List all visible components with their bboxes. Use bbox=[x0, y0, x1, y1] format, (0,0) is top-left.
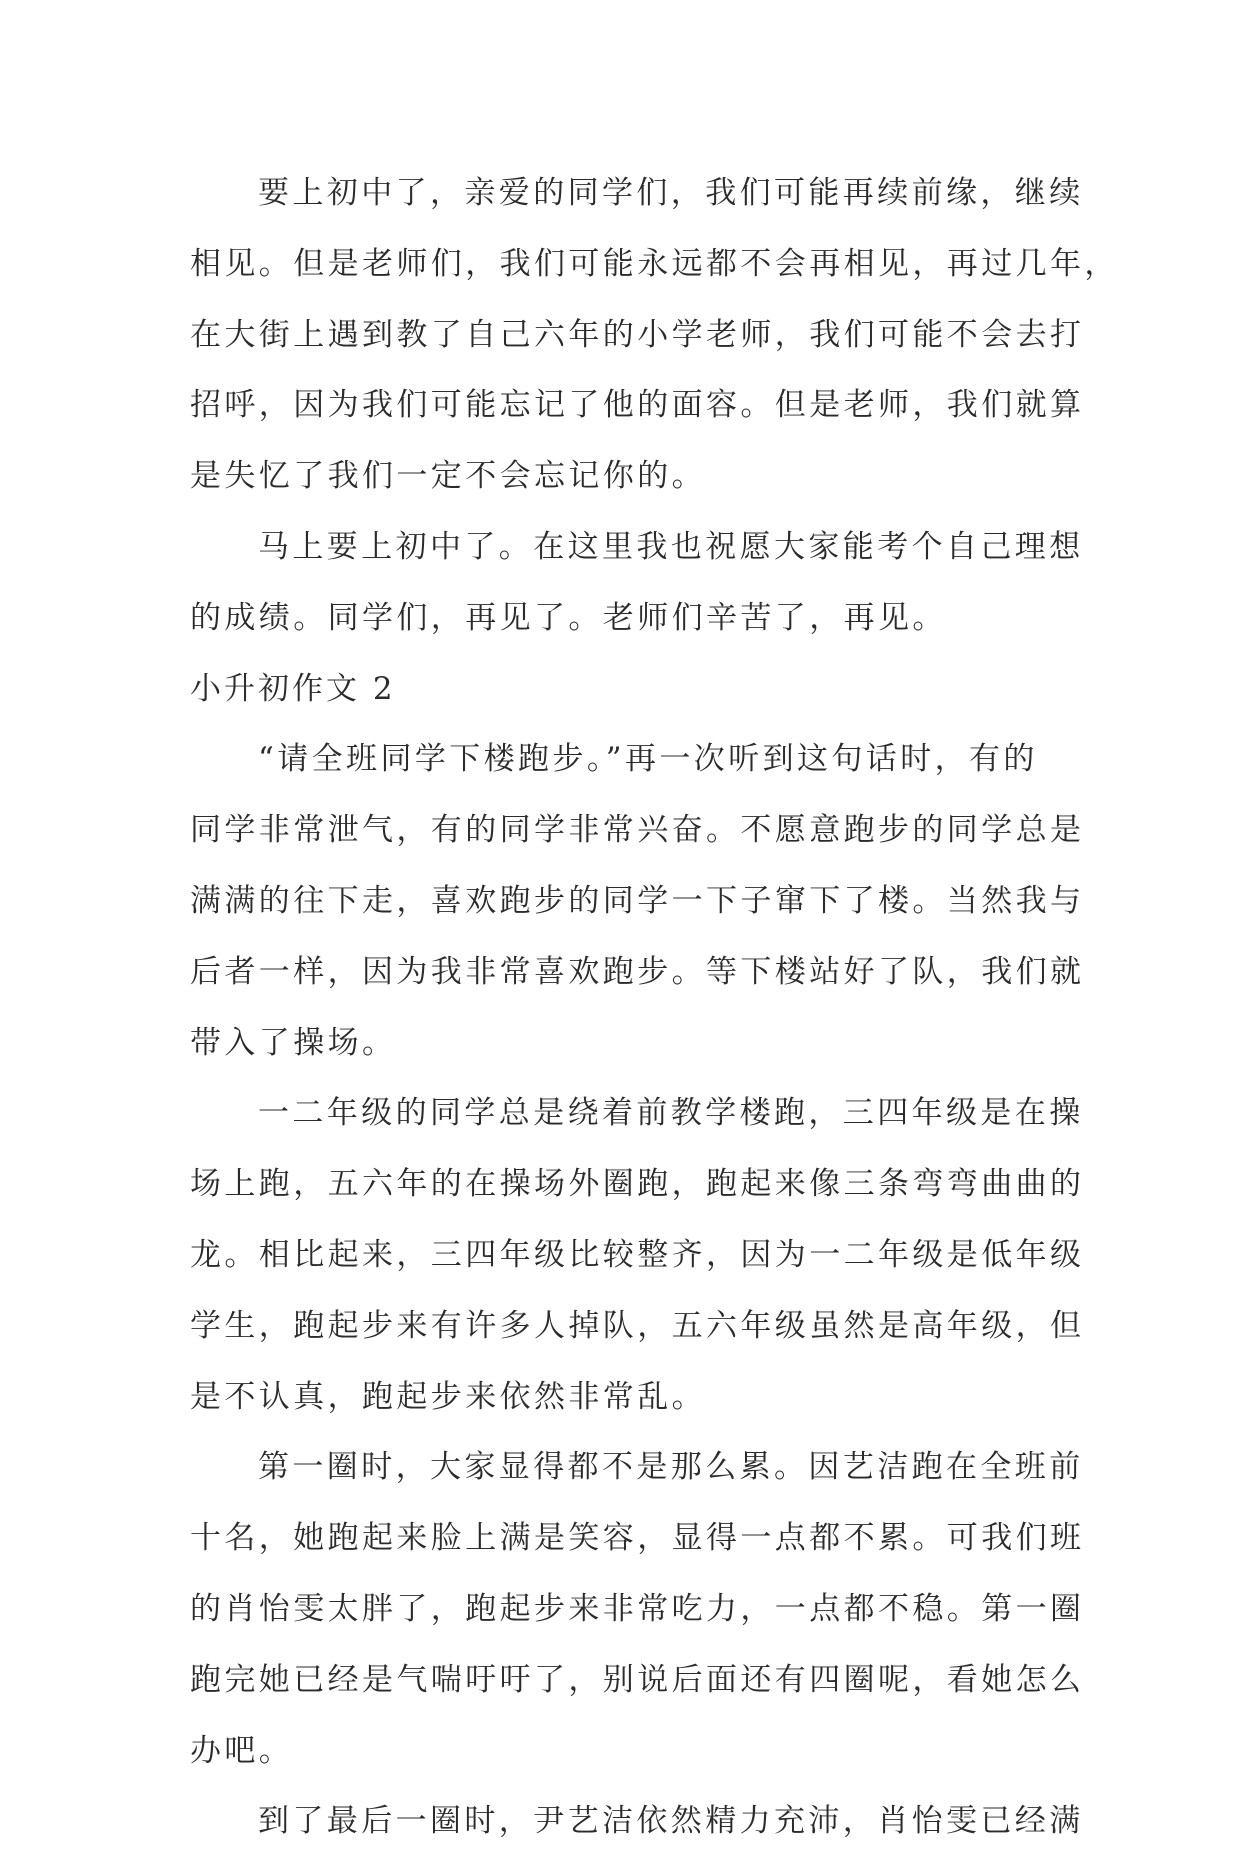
text-line: 的肖怡雯太胖了，跑起步来非常吃力，一点都不稳。第一圈 bbox=[190, 1590, 1085, 1627]
text-line: 满满的往下走，喜欢跑步的同学一下子窜下了楼。当然我与 bbox=[190, 882, 1085, 919]
text-line: 同学非常泄气，有的同学非常兴奋。不愿意跑步的同学总是 bbox=[190, 812, 1085, 849]
document-body bbox=[190, 158, 1119, 1857]
section-heading: 小升初作文 2 bbox=[190, 670, 396, 707]
text-line: 带入了操场。 bbox=[190, 1024, 397, 1061]
text-line: 十名，她跑起来脸上满是笑容，显得一点都不累。可我们班 bbox=[190, 1520, 1085, 1557]
text-line: 第一圈时，大家显得都不是那么累。因艺洁跑在全班前 bbox=[258, 1449, 1084, 1486]
text-line: 招呼，因为我们可能忘记了他的面容。但是老师，我们就算 bbox=[190, 387, 1085, 424]
text-line: 场上跑，五六年的在操场外圈跑，跑起来像三条弯弯曲曲的 bbox=[190, 1166, 1085, 1203]
text-line: 在大街上遇到教了自己六年的小学老师，我们可能不会去打 bbox=[190, 316, 1085, 353]
text-line: 是失忆了我们一定不会忘记你的。 bbox=[190, 458, 706, 495]
text-line: 要上初中了，亲爱的同学们，我们可能再续前缘，继续 bbox=[258, 175, 1084, 211]
text-line: 马上要上初中了。在这里我也祝愿大家能考个自己理想 bbox=[258, 528, 1084, 565]
text-line: 后者一样，因为我非常喜欢跑步。等下楼站好了队，我们就 bbox=[190, 953, 1085, 990]
text-line: 是不认真，跑起步来依然非常乱。 bbox=[190, 1378, 706, 1415]
text-line: 相见。但是老师们，我们可能永远都不会再相见，再过几年， bbox=[190, 245, 1119, 282]
text-line: 龙。相比起来，三四年级比较整齐，因为一二年级是低年级 bbox=[190, 1236, 1085, 1273]
text-line: 到了最后一圈时，尹艺洁依然精力充沛，肖怡雯已经满 bbox=[258, 1803, 1084, 1840]
text-line: 学生，跑起步来有许多人掉队，五六年级虽然是高年级，但 bbox=[190, 1307, 1085, 1344]
text-line: 一二年级的同学总是绕着前教学楼跑，三四年级是在操 bbox=[258, 1095, 1084, 1132]
text-line: 的成绩。同学们，再见了。老师们辛苦了，再见。 bbox=[190, 599, 947, 636]
text-line: 办吧。 bbox=[190, 1732, 294, 1769]
text-line: “请全班同学下楼跑步。”再一次听到这句话时，有的 bbox=[258, 741, 1038, 778]
text-line: 跑完她已经是气喘吁吁了，别说后面还有四圈呢，看她怎么 bbox=[190, 1661, 1085, 1698]
